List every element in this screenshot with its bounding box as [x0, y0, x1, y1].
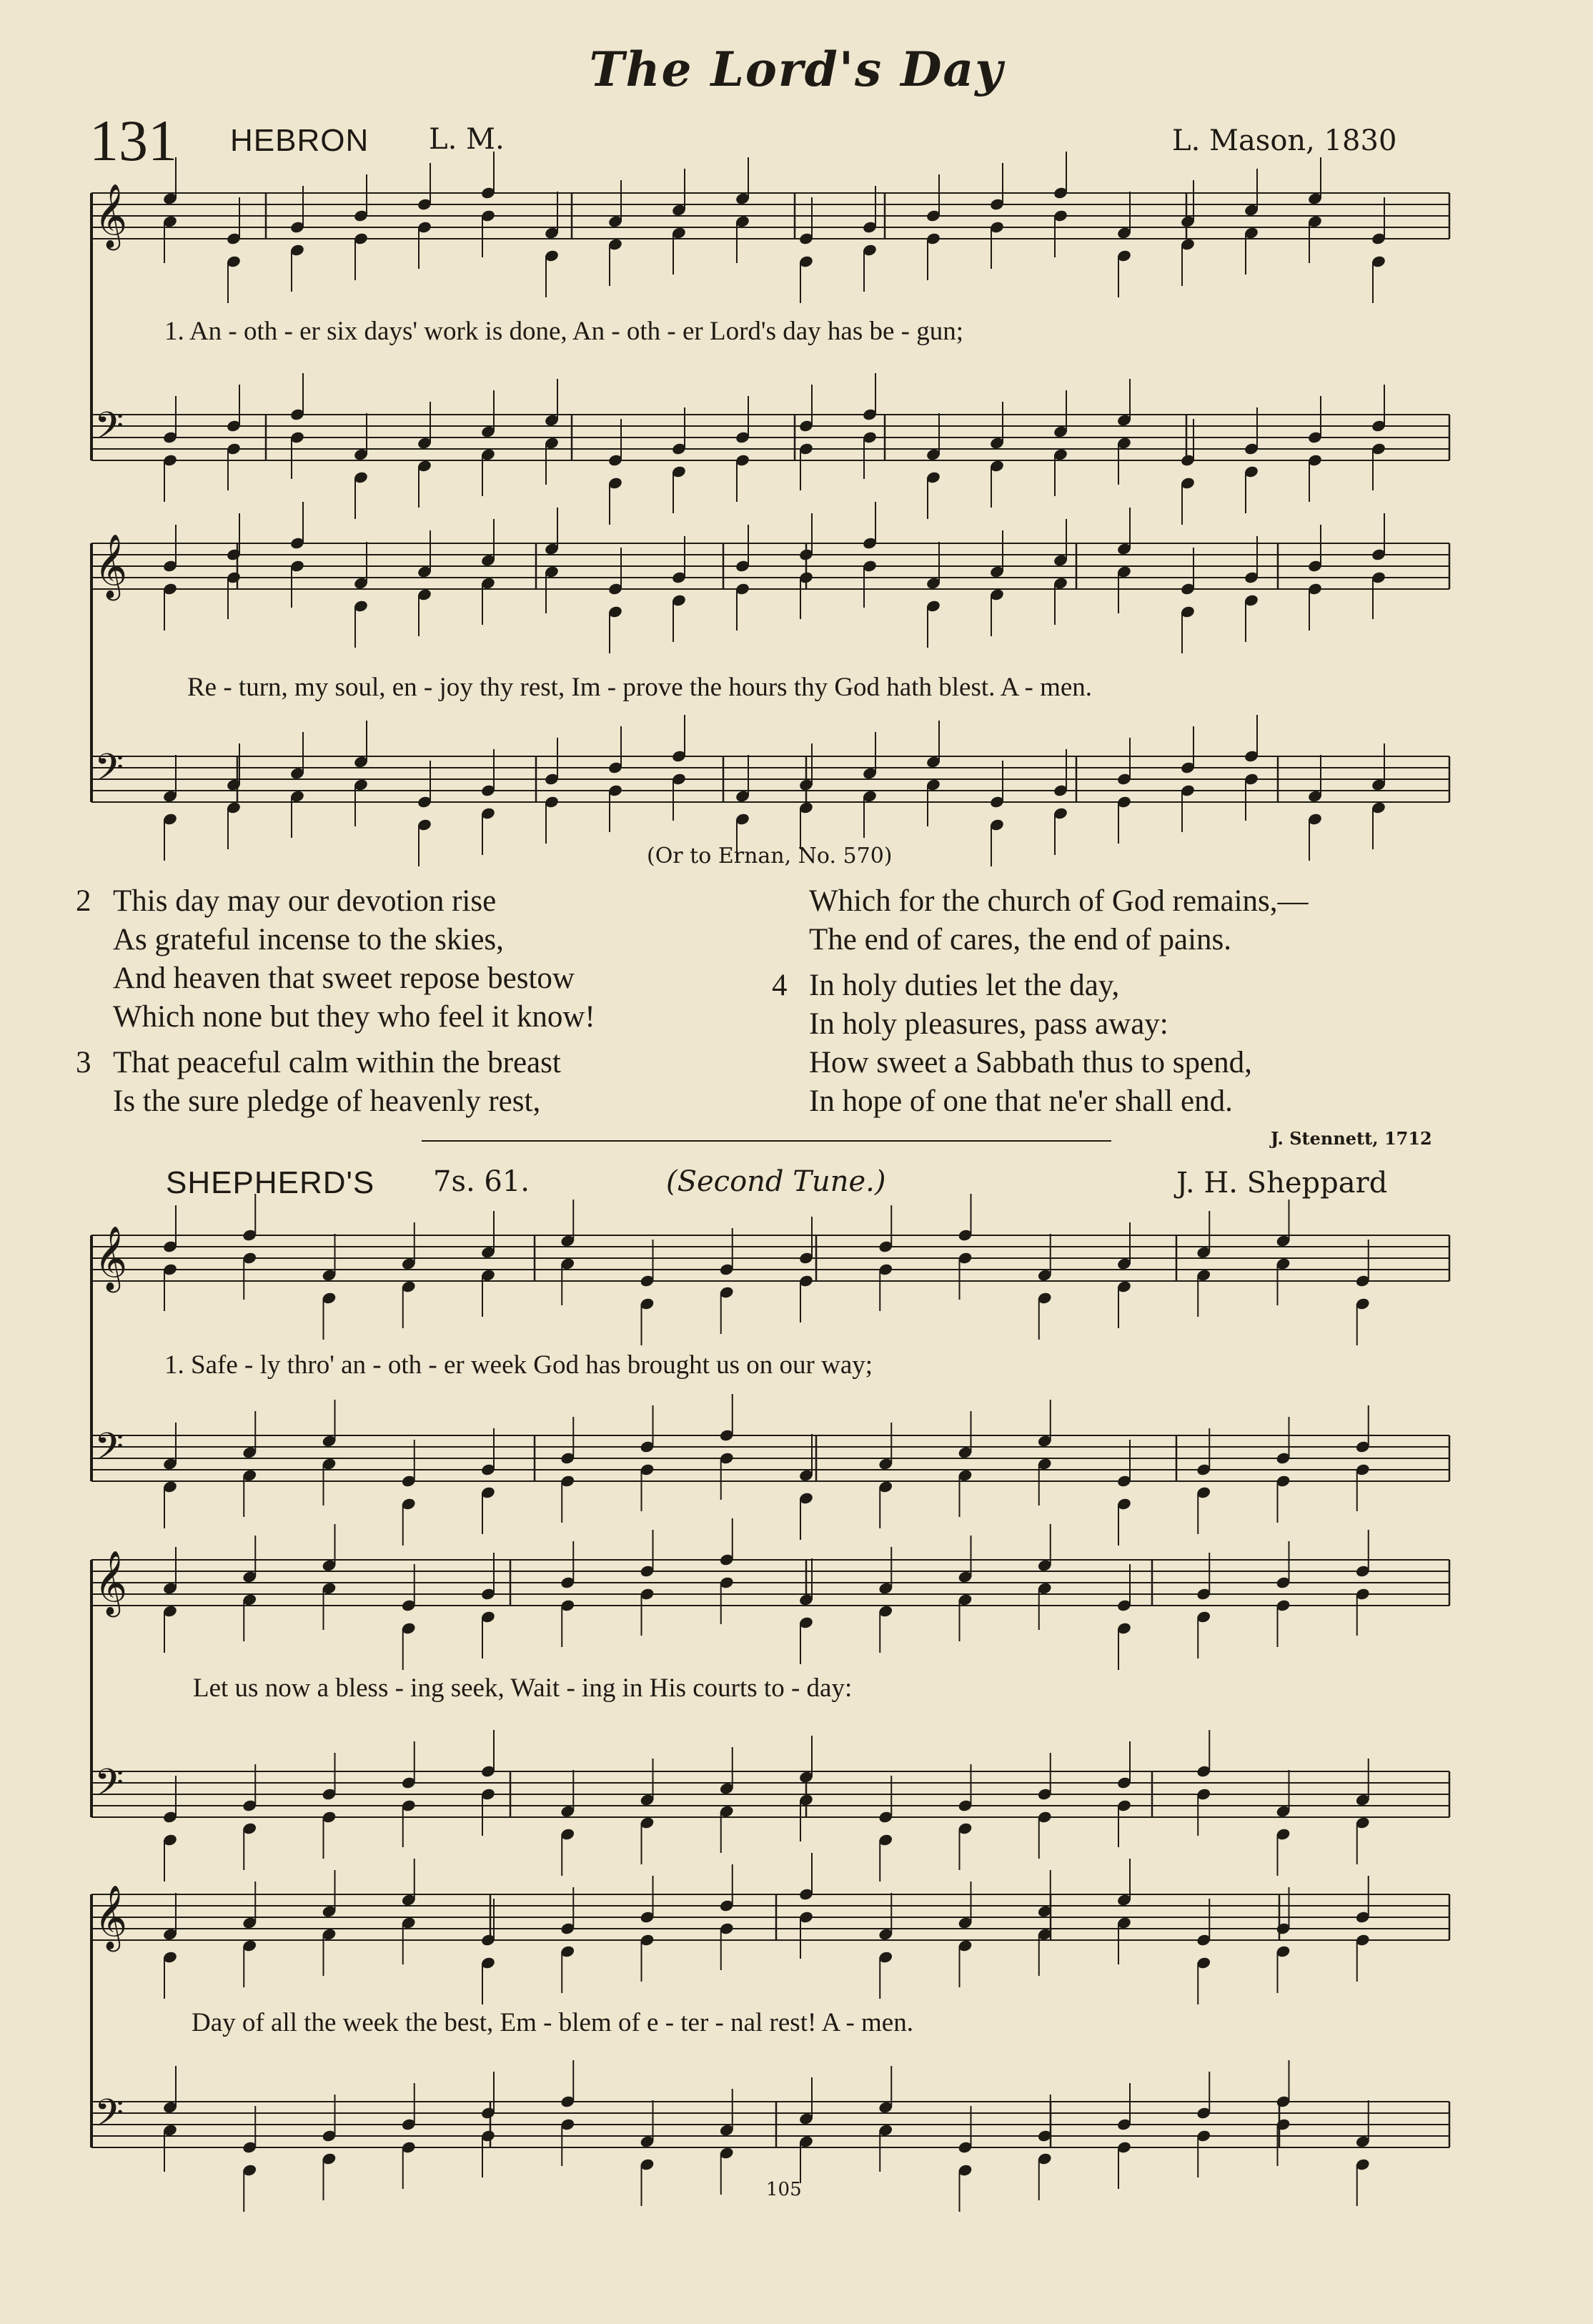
tune-name-shepherds: SHEPHERD'S [166, 1165, 375, 1200]
verse-number: 4 [772, 969, 788, 1002]
lyrics-hebron-line1: 1. An - oth - er six days' work is done, An - oth - er Lord's day has be - gun; [164, 317, 964, 346]
running-title: The Lord's Day [589, 41, 1004, 97]
composer-hebron: L. Mason, 1830 [1172, 124, 1397, 157]
hymn-number: 131 [89, 108, 177, 173]
lyrics-shepherds-line1: 1. Safe - ly thro' an - oth - er week God has brought us on our way; [164, 1350, 873, 1380]
verse-3: 3 That peaceful calm within the breast Is the sure pledge of heavenly rest, [76, 1044, 561, 1121]
subtitle-second-tune: (Second Tune.) [666, 1165, 886, 1198]
verse-3-continued: Which for the church of God remains,— The end of cares, the end of pains. [809, 884, 1309, 956]
shepherds-system3-bass-clef: 𝄢 [94, 2092, 124, 2145]
shepherds-system2-treble-clef: 𝄞 [94, 1551, 128, 1615]
meter-hebron: L. M. [429, 123, 505, 156]
meter-shepherds: 7s. 61. [433, 1165, 530, 1198]
page-number: 105 [766, 2179, 802, 2200]
hebron-system2-treble-clef: 𝄞 [94, 534, 128, 598]
shepherds-system2-bass-clef: 𝄢 [94, 1761, 124, 1814]
author-credit: J. Stennett, 1712 [1271, 1128, 1432, 1149]
shepherds-system1-treble-clef: 𝄞 [94, 1226, 128, 1290]
verse-4: 4 In holy duties let the day, In holy pleasures, pass away: How sweet a Sabbath thus to spend, In hope of one that ne'er shall end. [772, 966, 1252, 1121]
shepherds-system3-treble-clef: 𝄞 [94, 1885, 128, 1949]
verse-number: 2 [76, 884, 91, 918]
lyrics-shepherds-line2: Let us now a bless - ing seek, Wait - ing in His courts to - day: [193, 1673, 853, 1703]
tune-name-hebron: HEBRON [230, 123, 369, 158]
shepherds-system1-bass-clef: 𝄢 [94, 1425, 124, 1478]
hebron-system1-bass-clef: 𝄢 [94, 405, 124, 458]
composer-shepherds: J. H. Sheppard [1176, 1167, 1388, 1200]
verse-number: 3 [76, 1046, 91, 1079]
lyrics-shepherds-line3: Day of all the week the best, Em - blem of e - ter - nal rest! A - men. [192, 2008, 913, 2037]
hebron-system1-treble-clef: 𝄞 [94, 184, 128, 248]
hebron-system2-bass-clef: 𝄢 [94, 746, 124, 799]
lyrics-hebron-line2: Re - turn, my soul, en - joy thy rest, Im - prove the hours thy God hath blest. A - men. [187, 673, 1093, 702]
verse-2: 2 This day may our devotion rise As grateful incense to the skies, And heaven that sweet repose bestow Which none but they who feel it know! [76, 882, 595, 1037]
alternate-tune-note: (Or to Ernan, No. 570) [647, 844, 893, 869]
